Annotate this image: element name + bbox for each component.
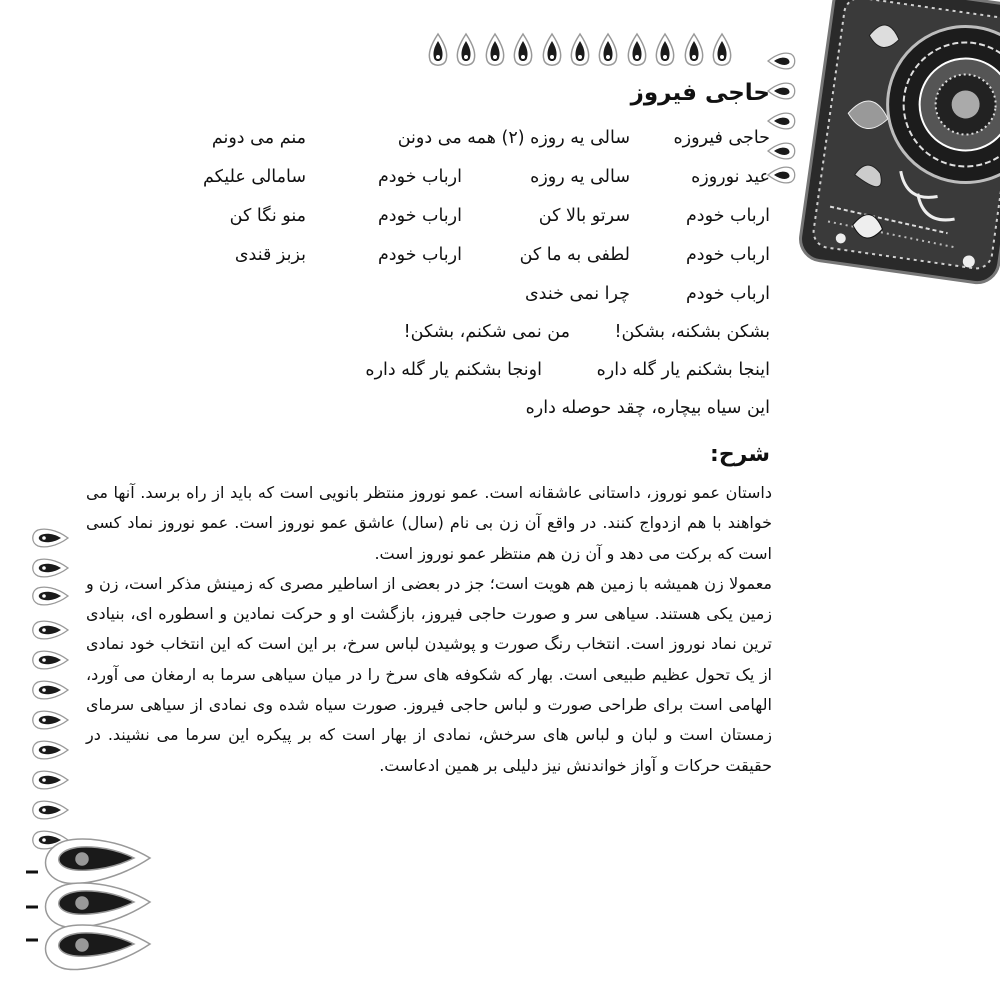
- poem-segment: سالی یه روزه (۲) همه می دونن: [397, 128, 630, 148]
- paisley-drop-icon: [681, 32, 707, 70]
- paisley-drop-icon: [595, 32, 621, 70]
- paisley-drop-icon: [30, 798, 70, 822]
- ornamental-pattern-icon: [785, 0, 1000, 290]
- paisley-drop-icon: [766, 140, 796, 162]
- poem-segment: بشکن بشکنه، بشکن!: [614, 322, 770, 342]
- poem-line: [150, 352, 770, 388]
- poem-segment: ارباب خودم: [377, 167, 462, 187]
- poem-title: حاجی فیروز: [630, 80, 770, 106]
- paisley-drop-icon: [766, 80, 796, 102]
- explanation-paragraph: داستان عمو نوروز، داستانی عاشقانه است. عمو نوروز منتظر بانویی است که باید از راه برسد. آنها می خواهند با هم ازدواج کنند. در واقع آن زن بی نام (سال) عاشق عمو نوروز است. عمو نوروز نماد کسی است که برکت می دهد و آن زن هم منتظر عمو نوروز است.: [86, 483, 772, 563]
- paisley-cluster-icon: [22, 832, 162, 972]
- poem-line: [150, 276, 770, 312]
- paisley-drop-icon: [482, 32, 508, 70]
- paisley-drop-icon: [30, 556, 70, 580]
- paisley-drop-icon: [30, 618, 70, 642]
- explanation-body: [86, 478, 772, 781]
- poem-segment: اونجا بشکنم یار گله داره: [365, 360, 542, 380]
- paisley-drop-icon: [652, 32, 678, 70]
- explanation-heading: شرح:: [710, 442, 770, 467]
- poem-segment: سرتو بالا کن: [538, 206, 630, 226]
- paisley-drop-icon: [766, 50, 796, 72]
- poem-segment: عید نوروزه: [691, 167, 770, 187]
- poem-segment: منم می دونم: [211, 128, 306, 148]
- paisley-drop-icon: [30, 678, 70, 702]
- paisley-drop-icon: [30, 708, 70, 732]
- poem-line: [150, 159, 770, 195]
- poem-segment: حاجی فیروزه: [673, 128, 770, 148]
- paisley-drop-icon: [30, 768, 70, 792]
- poem-segment: ارباب خودم: [685, 206, 770, 226]
- paisley-drop-icon: [30, 648, 70, 672]
- poem-segment: بزبز قندی: [234, 245, 306, 265]
- poem-segment: ارباب خودم: [685, 245, 770, 265]
- paisley-drop-icon: [453, 32, 479, 70]
- paisley-drop-icon: [709, 32, 735, 70]
- paisley-drop-icon: [30, 526, 70, 550]
- paisley-drop-icon: [30, 738, 70, 762]
- paisley-drop-icon: [766, 110, 796, 132]
- poem-segment: لطفی به ما کن: [519, 245, 630, 265]
- poem-line: [150, 198, 770, 234]
- poem: [150, 120, 770, 430]
- poem-segment: ارباب خودم: [377, 206, 462, 226]
- poem-segment: من نمی شکنم، بشکن!: [403, 322, 570, 342]
- poem-segment: منو نگا کن: [229, 206, 306, 226]
- paisley-drop-icon: [425, 32, 451, 70]
- paisley-drop-icon: [624, 32, 650, 70]
- paisley-drop-icon: [30, 584, 70, 608]
- paisley-drop-icon: [766, 164, 796, 186]
- poem-line: [150, 390, 770, 426]
- poem-segment: اینجا بشکنم یار گله داره: [596, 360, 770, 380]
- poem-line: [150, 314, 770, 350]
- poem-segment: چرا نمی خندی: [524, 284, 630, 304]
- poem-segment: سالی یه روزه: [530, 167, 630, 187]
- poem-line: [150, 237, 770, 273]
- poem-segment: ارباب خودم: [685, 284, 770, 304]
- explanation-paragraph: معمولا زن همیشه با زمین هم هویت است؛ جز در بعضی از اساطیر مصری که زمینش مذکر است، زن و زمین یکی هستند. سیاهی سر و صورت حاجی فیروز، بازگشت او و حرکت نمادین و اسطوره ای، بنیادی ترین نماد نوروز است. انتخاب رنگ صورت و پوشیدن لباس سرخ، بر این است که این انتخاب خود نمادی از یک تحول عظیم طبیعی است. بهار که شکوفه های سرخ را در میان سیاهی سرما به ارمغان می آورد، الهامی است برای طراحی صورت و لباس حاجی فیروز. صورت سیاه شده وی نمادی از سیاهی سرمای زمستان است و لبان و لباس های سرخش، نمادی از بهار است که بر پیکره این سرما می نشیند. در حقیقت حرکات و آواز خواندنش نیز دلیلی بر همین ادعاست.: [86, 573, 772, 775]
- poem-segment: ارباب خودم: [377, 245, 462, 265]
- poem-segment: سامالی علیکم: [202, 167, 306, 187]
- poem-segment: این سیاه بیچاره، چقد حوصله داره: [525, 398, 770, 418]
- paisley-drop-icon: [567, 32, 593, 70]
- poem-line: [150, 120, 770, 156]
- paisley-drop-icon: [539, 32, 565, 70]
- top-drop-row: [425, 28, 735, 74]
- paisley-drop-icon: [510, 32, 536, 70]
